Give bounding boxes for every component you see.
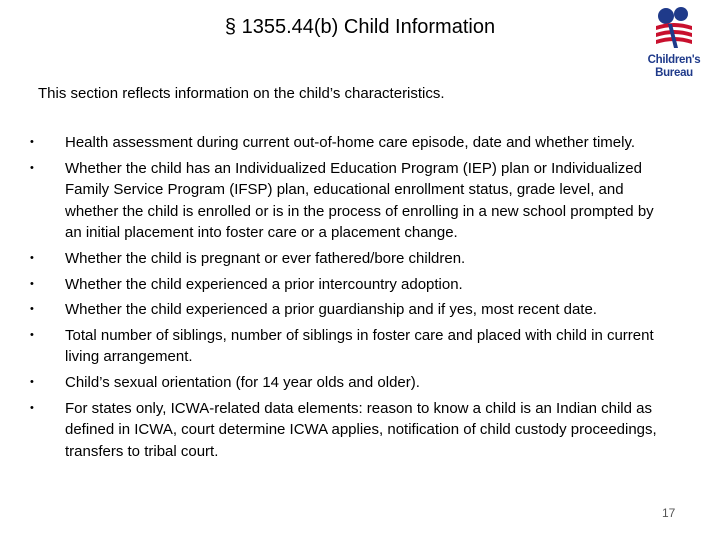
list-item-text: Whether the child experienced a prior guardianship and if yes, most recent date. — [65, 301, 597, 319]
bullet-icon: • — [30, 251, 34, 264]
bullet-icon: • — [30, 277, 34, 290]
list-item — [30, 132, 670, 154]
list-item — [30, 158, 670, 244]
bullet-icon: • — [30, 401, 34, 414]
list-item — [30, 325, 670, 368]
list-item-text: Whether the child has an Individualized Education Program (IEP) plan or Individualized Family Service Program (IFSP) plan, educational enrollment status, grade level, and whether the child is enrolled or is in the process of enrolling in a new school prompted by an initial placement into foster care or a placement change. — [65, 159, 654, 242]
slide-title: § 1355.44(b) Child Information — [224, 16, 496, 38]
list-item-text: Whether the child experienced a prior intercountry adoption. — [65, 275, 463, 293]
bullet-icon: • — [30, 303, 34, 316]
list-item — [30, 248, 670, 270]
list-item — [30, 299, 670, 321]
bullet-icon: • — [30, 375, 34, 388]
bullet-list — [30, 132, 670, 466]
list-item-text: For states only, ICWA-related data elements: reason to know a child is an Indian child as defined in ICWA, court determine ICWA applies, notification of child custody proceedings, transfers to tribal court. — [65, 399, 657, 460]
list-item — [30, 274, 670, 296]
logo-line-1: Children's — [647, 54, 701, 66]
list-item — [30, 398, 670, 463]
list-item-text: Health assessment during current out-of-home care episode, date and whether timely. — [65, 134, 636, 151]
page-number: 17 — [662, 506, 676, 520]
list-item-text: Child’s sexual orientation (for 14 year olds and older). — [65, 373, 420, 391]
list-item-text: Total number of siblings, number of siblings in foster care and placed with child in current living arrangement. — [65, 326, 654, 366]
list-item — [30, 372, 670, 394]
bullet-icon: • — [30, 328, 34, 341]
list-item-text: Whether the child is pregnant or ever fathered/bore children. — [65, 249, 466, 267]
intro-text: This section reflects information on the child’s characteristics. — [38, 85, 445, 102]
bullet-icon: • — [30, 161, 34, 174]
childrens-bureau-logo — [638, 4, 710, 80]
logo-line-2: Bureau — [655, 67, 693, 79]
childrens-bureau-emblem-icon — [648, 4, 700, 50]
bullet-icon: • — [30, 136, 34, 148]
